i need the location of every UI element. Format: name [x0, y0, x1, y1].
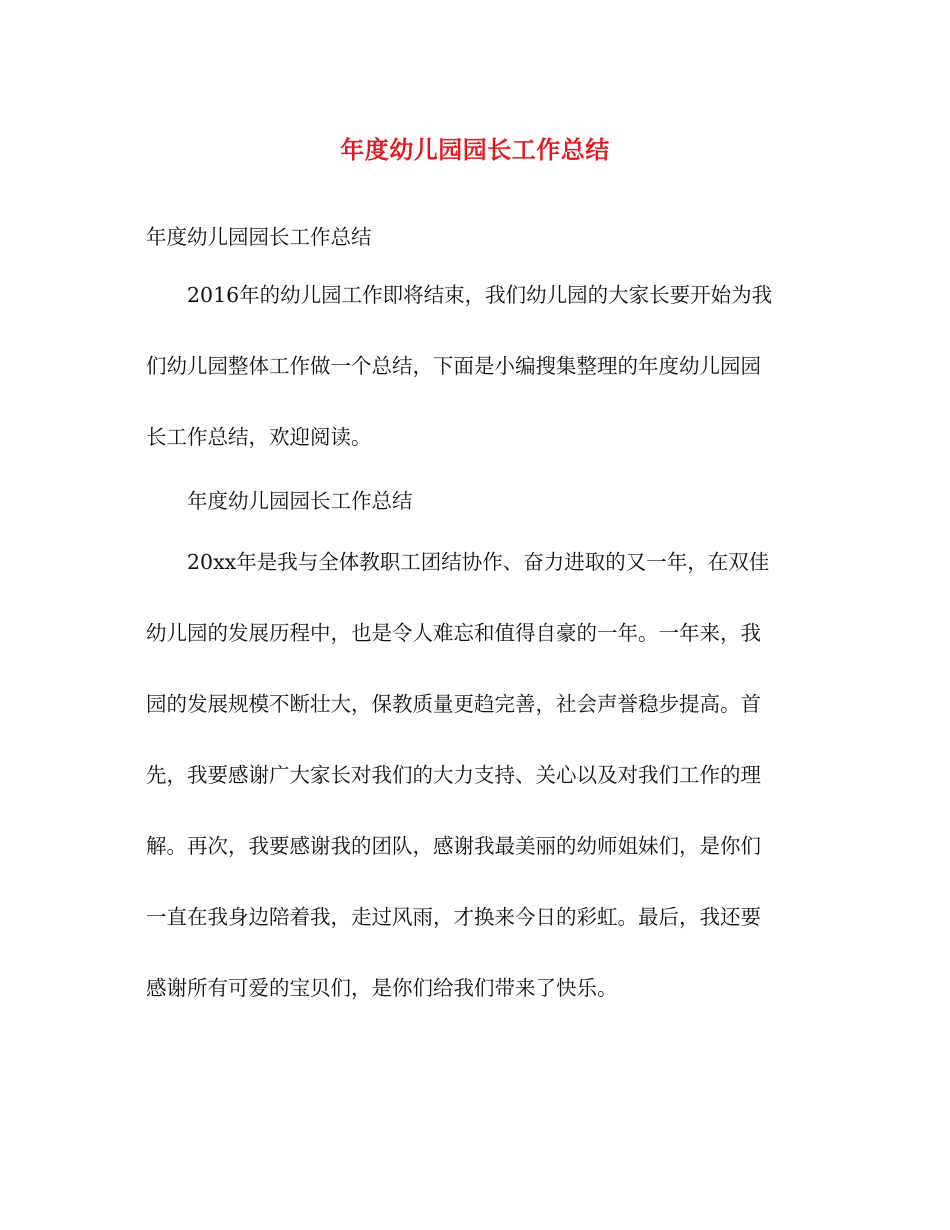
body-line-7: 感谢所有可爱的宝贝们，是你们给我们带来了快乐。 — [146, 976, 618, 1000]
body-line-6: 一直在我身边陪着我，走过风雨，才换来今日的彩虹。最后，我还要 — [146, 905, 761, 929]
body-line-4: 先，我要感谢广大家长对我们的大力支持、关心以及对我们工作的理 — [146, 763, 761, 787]
section-heading: 年度幼儿园园长工作总结 — [187, 489, 413, 513]
body-line-5: 解。再次，我要感谢我的团队，感谢我最美丽的幼师姐妹们，是你们 — [146, 834, 761, 858]
intro-line-3: 长工作总结，欢迎阅读。 — [146, 425, 372, 449]
intro-line-2: 们幼儿园整体工作做一个总结，下面是小编搜集整理的年度幼儿园园 — [146, 354, 761, 378]
body-line-2: 幼儿园的发展历程中，也是令人难忘和值得自豪的一年。一年来，我 — [146, 621, 761, 645]
body-line-3: 园的发展规模不断壮大，保教质量更趋完善，社会声誉稳步提高。首 — [146, 692, 761, 716]
document-title: 年度幼儿园园长工作总结 — [340, 135, 610, 164]
document-subtitle: 年度幼儿园园长工作总结 — [146, 225, 372, 249]
body-paragraph — [146, 527, 806, 1024]
body-line-1: 20xx年是我与全体教职工团结协作、奋力进取的又一年，在双佳 — [187, 550, 770, 574]
intro-line-1: 2016年的幼儿园工作即将结束，我们幼儿园的大家长要开始为我 — [187, 283, 773, 307]
intro-paragraph — [146, 260, 806, 473]
